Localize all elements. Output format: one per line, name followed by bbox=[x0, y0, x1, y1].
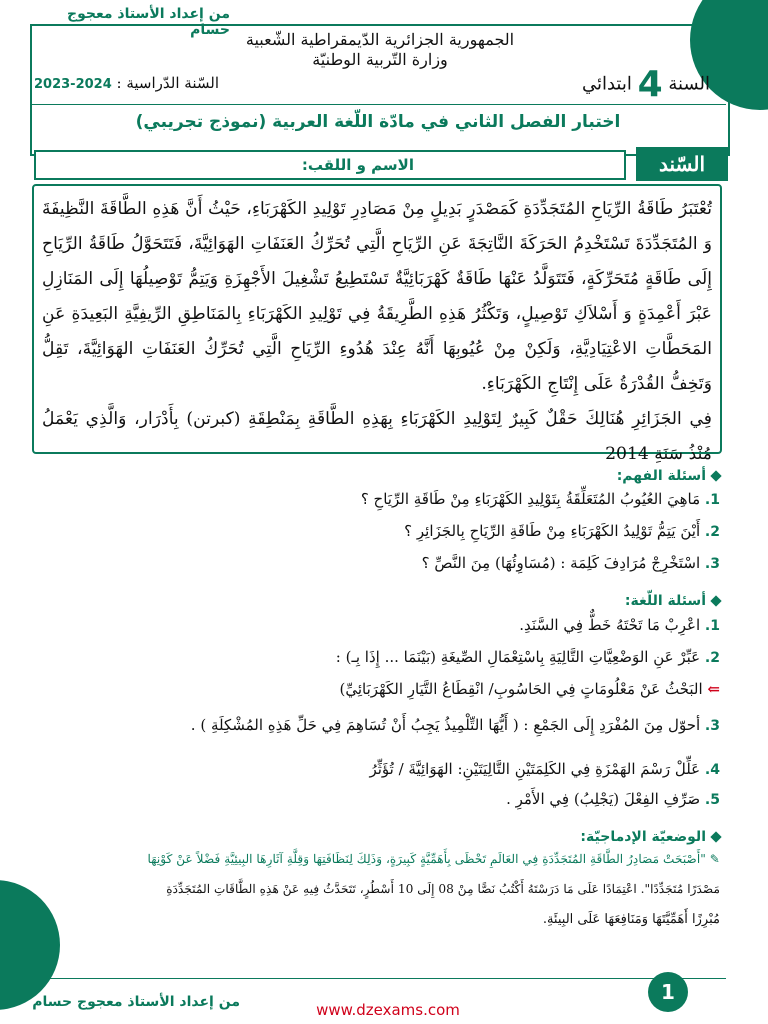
diamond-icon bbox=[710, 470, 721, 481]
website-link[interactable]: www.dzexams.com bbox=[316, 1001, 460, 1019]
question-number: 5. bbox=[704, 792, 720, 808]
question-text: عَبِّرْ عَنِ الوَضْعِيَّاتِ التَّالِيَةِ بِاسْتِعْمَالِ الصِّيغَةِ (بَيْنَمَا ... إِذَا بِـ) : bbox=[335, 648, 701, 666]
school-year-value: 2023-2024 bbox=[34, 77, 112, 92]
level bbox=[560, 64, 710, 105]
author-top: من إعداد الأستاذ معجوج حسام bbox=[67, 6, 230, 38]
question-text: أَيْنَ يَتِمُّ تَوْلِيدُ الكَهْرَبَاءِ مِنْ طَاقَةِ الرِّيَاحِ بِالجَزَائِرِ ؟ bbox=[404, 522, 701, 540]
language-title-text: أسئلة اللّغة: bbox=[624, 593, 706, 609]
integration-line-1 bbox=[30, 852, 720, 866]
page-number: 1 bbox=[648, 972, 688, 1012]
lang-question-1 bbox=[200, 616, 720, 634]
question-text: صَرِّفِ الفِعْلَ (يَجْلِبُ) فِي الأَمْرِ . bbox=[506, 790, 701, 808]
school-year bbox=[34, 74, 334, 92]
author-bottom: من إعداد الأستاذ معجوج حسام bbox=[32, 994, 240, 1010]
question-number: 4. bbox=[704, 762, 720, 778]
question-number: 3. bbox=[704, 718, 720, 734]
sub-text: البَحْثُ عَنْ مَعْلُومَاتٍ فِي الحَاسُوبِ/ انْقِطَاعُ التَّيَارِ الكَهْرَبَائِيِّ) bbox=[339, 680, 703, 698]
question-text: عَلِّلْ رَسْمَ الهَمْزَةِ فِي الكَلِمَتَيْنِ التَّالِيَتَيْنِ: الهَوَائِيَّةَ / تُؤَثِّرُ bbox=[369, 760, 701, 778]
name-field[interactable] bbox=[34, 150, 626, 180]
lang-question-4 bbox=[200, 760, 720, 778]
question-text: اسْتَخْرِجْ مُرَادِفَ كَلِمَة : (مُسَاوِئُهَا) مِنَ النَّصِّ ؟ bbox=[421, 554, 701, 572]
comprehension-title bbox=[400, 465, 720, 484]
sanad-text-box bbox=[32, 184, 722, 464]
header-divider bbox=[30, 104, 726, 105]
sanad-paragraph-2: فِي الجَزَائِرِ هُنَالِكَ حَقْلٌ كَبِيرٌ لِتَوْلِيدِ الكَهْرَبَاءِ بِهَذِهِ الطَّاقَةِ بِمَنْطِقَةِ (كبرتن) بِأَدْرَار، وَالَّذِي يَعْمَلُ مُنْذُ سَنَةِ 2014 bbox=[42, 409, 712, 464]
ministry-title: وزارة التّربية الوطنيّة bbox=[312, 50, 448, 69]
comp-question-3 bbox=[200, 554, 720, 572]
integration-text-3: مُبْرِزًا أَهَمِّيَّتَهَا وَمَنَافِعَهَا عَلَى البِيئَةِ. bbox=[542, 912, 720, 927]
integration-title bbox=[400, 826, 720, 845]
language-title bbox=[400, 590, 720, 609]
exam-title: اختبار الفصل الثاني في مادّة اللّغة العربية (نموذج تجريبي) bbox=[135, 112, 621, 132]
comp-question-1 bbox=[200, 490, 720, 508]
question-number: 3. bbox=[704, 556, 720, 572]
level-number: 4 bbox=[637, 64, 663, 105]
lang-question-2 bbox=[150, 648, 720, 666]
lang-question-5 bbox=[200, 790, 720, 808]
comprehension-title-text: أسئلة الفهم: bbox=[616, 468, 706, 484]
question-number: 2. bbox=[704, 524, 720, 540]
sanad-paragraph-1: تُعْتَبَرُ طَاقَةُ الرِّيَاحِ المُتَجَدِّدَةِ كَمَصْدَرٍ بَدِيلٍ مِنْ مَصَادِرِ تَوْلِيدِ الكَهْرَبَاءِ، حَيْثُ أَنَّ هَذِهِ الطَّاقَةَ النَّظِيفَةَ وَ المُتَجَدِّدَةَ تَسْتَخْدِمُ الحَرَكَةَ النَّاتِجَةَ عَنِ الرِّيَاحِ الَّتِي تُحَرِّكُ العَنَفَاتِ الهَوَائِيَّةَ، فَتَتَحَوَّلُ طَاقَةُ الرِّيَاحِ إِلَى طَاقَةٍ مُتَحَرِّكَةٍ، فَتَتَوَلَّدُ عَنْهَا طَاقَةٌ كَهْرَبَائِيَّةٌ تَسْتَطِيعُ تَشْغِيلَ الأَجْهِزَةِ وَيَتِمُّ تَوْصِيلُهَا إِلَى المَنَازِلِ عَبْرَ أَعْمِدَةٍ وَ أَسْلاَكِ تَوْصِيلٍ، وَتَكْثُرُ هَذِهِ الطَّرِيقَةُ فِي تَوْلِيدِ الكَهْرَبَاءِ بِالمَنَاطِقِ الرِّيفِيَّةِ البَعِيدَةِ عَنِ المَحَطَّاتِ الاعْتِيَادِيَّةِ، وَلَكِنْ مِنْ عُيُوبِهَا أَنَّهُ عِنْدَ هُدُوءِ الرِّيَاحِ الَّتِي تُحَرِّكُ العَنَفَاتِ الهَوَائِيَّةَ، تَقِلُّ وَتَخِفُّ القُدْرَةُ عَلَى إِنْتَاجِ الكَهْرَبَاءِ. bbox=[42, 199, 712, 394]
integration-line-2 bbox=[30, 882, 720, 896]
question-number: 1. bbox=[704, 492, 720, 508]
question-text: اعْرِبْ مَا تَحْتَهُ خَطٌّ فِي السَّنَدِ. bbox=[519, 616, 701, 634]
footer-divider bbox=[30, 978, 726, 979]
pencil-icon: ✎ bbox=[709, 852, 720, 866]
integration-title-text: الوضعيّة الإدماجيّة: bbox=[580, 829, 706, 845]
question-number: 2. bbox=[704, 650, 720, 666]
sanad-label: السّند bbox=[636, 147, 728, 181]
bottom-left-decoration bbox=[0, 880, 60, 1010]
integration-text-2: مَصْدَرًا مُتَجَدِّدًا". اعْتِمَادًا عَلَى مَا دَرَسْتَهُ أَكْتُبُ نَصًّا مِنْ 08 إِلَى 10 أَسْطُرٍ، تَتَحَدَّثُ فِيهِ عَنْ هَذِهِ الطَّاقَاتِ المُتَجَدِّدَةِ bbox=[166, 882, 720, 896]
integration-line-3 bbox=[200, 912, 720, 927]
diamond-icon bbox=[710, 831, 721, 842]
level-prefix: السنة bbox=[668, 73, 710, 95]
name-label: الاسم و اللقب: bbox=[301, 156, 414, 174]
question-text: مَاهِيَ العُيُوبُ المُتَعَلِّقَةُ بِتَوْلِيدِ الكَهْرَبَاءِ مِنْ طَاقَةِ الرِّيَاحِ ؟ bbox=[360, 490, 701, 508]
question-number: 1. bbox=[704, 618, 720, 634]
integration-text-1: "أَصْبَحَتْ مَصَادِرُ الطَّاقَةِ المُتَجَدِّدَةِ فِي العَالَمِ تَحْظَى بِأَهَمِّيَّةٍ كَبِيرَةٍ، وَذَلِكَ لِنَظَافَتِهَا وَقِلَّةِ آثَارِهَا البِيئِيَّةِ فَضْلاً عَنْ كَوْنِهَا bbox=[147, 852, 706, 866]
school-year-label: السّنة الدّراسية : bbox=[116, 74, 219, 92]
question-text: أحوّل مِنَ المُفْرَدِ إِلَى الجَمْعِ : ( أَيُّهَا التِّلْمِيذُ يَجِبُ أَنْ تُسَاهِمَ فِي حَلِّ هَذِهِ المُشْكِلَةِ ) . bbox=[190, 716, 701, 734]
arrow-right-icon: ⇐ bbox=[707, 680, 720, 698]
lang-question-2-sub bbox=[200, 680, 720, 698]
republic-title: الجمهورية الجزائرية الدّيمقراطية الشّعبية bbox=[245, 30, 515, 49]
diamond-icon bbox=[710, 595, 721, 606]
comp-question-2 bbox=[200, 522, 720, 540]
level-suffix: ابتدائي bbox=[581, 73, 632, 95]
lang-question-3 bbox=[100, 716, 720, 734]
